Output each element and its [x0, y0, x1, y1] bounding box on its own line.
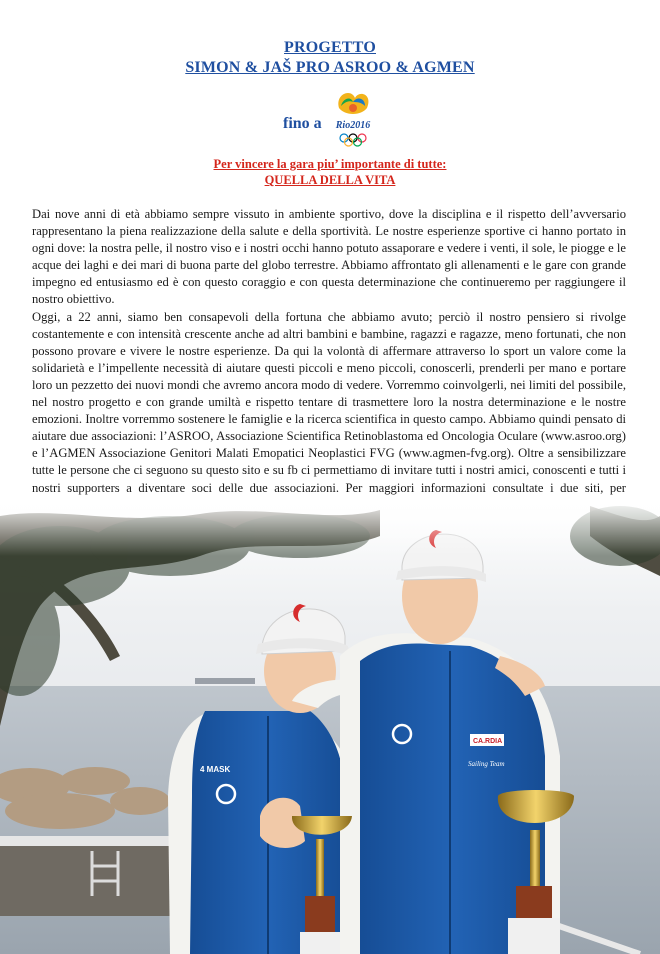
- paragraph-2: Oggi, a 22 anni, siamo ben consapevoli della fortuna che abbiamo avuto; perciò il nostro pensiero si rivolge costantemente e con intensità crescente anche ad altri bambini e bambine, ragazzi e ragazze, meno fortunati, che non possono provare e vivere le nostre esperienze. Da qui la volontà di affermare attraverso lo sport un valore come la solidarietà e l’impellente necessità di aiutare questi piccoli e meno piccoli, conoscerli, prenderli per mano e portare loro un pezzetto dei nuovi mondi che avremo ancora modo di vedere. Vorremmo coinvolgerli, nei limiti del possibile, nel nostro progetto e con grande umiltà e rispetto tentare di trasmettere loro la nostra determinazione e le nostre emozioni. Inoltre vorremmo sostenere le famiglie e la ricerca scientifica in questo campo. Abbiamo quindi pensato di aiutare due associazioni: l’ASROO, Associazione Scientifica Retinoblastoma ed Oncologia Oculare (www.asroo.org) e l’AGMEN Associazione Genitori Malati Emopatici Neoplastici FVG (www.agmen-fvg.org). Oltre a sensibilizzare tutte le persone che ci seguono su questo sito e su fb ci permettiamo di invitare tutti i nostri amici, conoscenti e tutti i nostri supporters a diventare soci delle due associazioni. Per maggiori informazioni consultate i due siti, per: [32, 309, 626, 495]
- rio-logo-text: Rio2016: [335, 120, 371, 131]
- subtitle-line-2: QUELLA DELLA VITA: [264, 173, 396, 187]
- title-line-2: SIMON & JAŠ PRO ASROO & AGMEN: [185, 59, 475, 76]
- subtitle-line-1: Per vincere la gara piu’ importante di tutte:: [213, 157, 447, 171]
- team-photo: [0, 496, 660, 954]
- fino-a-text: fino a: [283, 115, 322, 132]
- pier-rail: [0, 836, 190, 846]
- subtitle: [0, 156, 660, 188]
- paragraph-1: Dai nove anni di età abbiamo sempre vissuto in ambiente sportivo, dove la disciplina e il rispetto dell’avversario rappresentano la piena realizzazione della salute e della sportività. Le nostre esperienze sportive ci hanno portato in ogni dove: la nostra pelle, il nostro viso e i nostri occhi hanno potuto assaporare e vedere i venti, il sole, le piogge e le acque dei laghi e dei mari di buona parte del globo terrestre. Abbiamo affrontato gli allenamenti e le gare con grande impegno ed entusiasmo ed è con questo coraggio e con questa determinazione che continueremo per raggiungere il nostro obiettivo.: [32, 207, 626, 307]
- pier-dock: [0, 846, 170, 916]
- jacket-patch-left: 4 MASK: [200, 765, 231, 774]
- rio-2016-logo: [329, 88, 377, 148]
- title-line-1: PROGETTO: [284, 39, 376, 56]
- rio-emblem-icon: [338, 93, 368, 114]
- title-block: [0, 38, 660, 78]
- jacket-name-right: Sailing Team: [468, 760, 505, 768]
- olympic-rings-icon: [340, 134, 366, 146]
- jacket-patch-right: CA.RDIA: [473, 738, 503, 745]
- body-text: [32, 206, 626, 531]
